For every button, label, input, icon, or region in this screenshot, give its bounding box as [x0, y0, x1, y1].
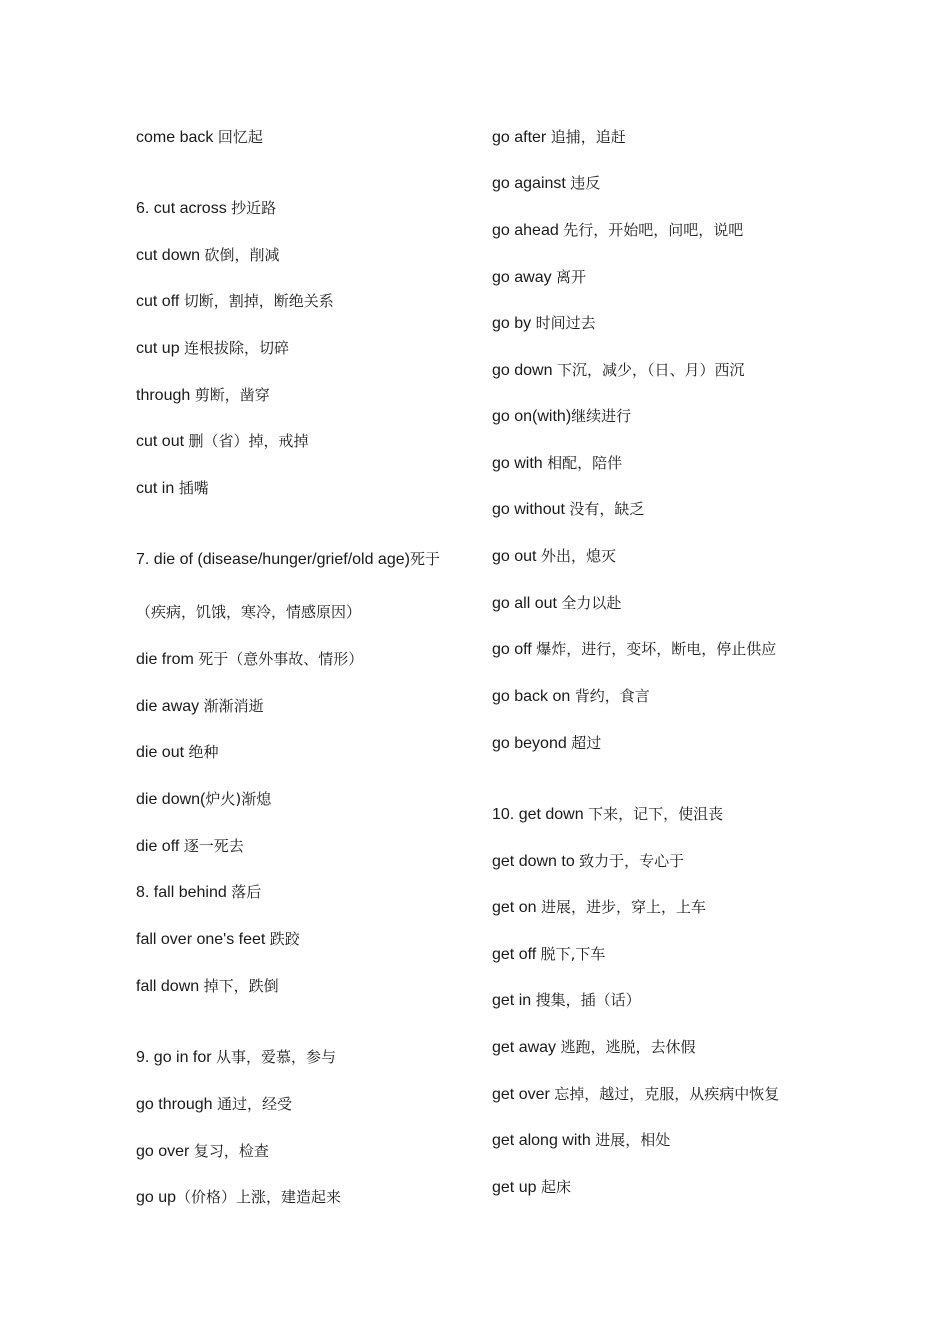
phrase-english: go over [136, 1143, 194, 1160]
phrase-entry [136, 1141, 269, 1162]
phrase-english: go off [492, 641, 537, 658]
phrase-entry [136, 696, 264, 717]
phrase-chinese: 抄近路 [231, 199, 277, 217]
phrase-entry [136, 291, 334, 312]
phrase-english: get away [492, 1039, 561, 1056]
phrase-entry [492, 313, 596, 334]
phrase-english: go up [136, 1189, 177, 1206]
phrase-entry [492, 220, 743, 241]
phrase-entry [492, 546, 616, 567]
phrase-entry [492, 1130, 670, 1151]
phrase-entry [136, 976, 279, 997]
phrase-english: go all out [492, 595, 562, 612]
phrase-chinese: 背约，食言 [574, 687, 650, 705]
phrase-chinese: 全力以赴 [561, 594, 622, 612]
phrase-entry [492, 406, 631, 427]
phrase-chinese: 逃跑，逃脱，去休假 [560, 1038, 696, 1056]
phrase-english: cut down [136, 247, 205, 264]
phrase-chinese: 进展，相处 [595, 1131, 671, 1149]
phrase-entry [492, 267, 586, 288]
phrase-entry [136, 338, 289, 359]
phrase-english: 10. get down [492, 806, 589, 823]
phrase-english: die away [136, 698, 204, 715]
phrase-english: 7. die of (disease/hunger/grief/old age) [136, 551, 410, 568]
phrase-chinese: （价格）上涨，建造起来 [176, 1188, 342, 1206]
phrase-entry [492, 1037, 696, 1058]
phrase-chinese: 砍倒，削减 [204, 246, 280, 264]
phrase-english: go with [492, 455, 548, 472]
phrase-english: die from [136, 651, 199, 668]
phrase-english: get down to [492, 853, 580, 870]
phrase-english: get up [492, 1179, 541, 1196]
phrase-english: cut out [136, 433, 189, 450]
phrase-chinese: 复习，检查 [193, 1142, 269, 1160]
phrase-entry [136, 1094, 292, 1115]
phrase-english: go through [136, 1096, 217, 1113]
phrase-chinese: 死于 [409, 550, 440, 568]
phrase-english: cut off [136, 293, 184, 310]
phrase-entry [136, 742, 219, 763]
phrase-entry [492, 639, 776, 660]
phrase-chinese: 搜集，插（话） [535, 991, 641, 1009]
phrase-chinese: 爆炸，进行，变坏，断电，停止供应 [536, 640, 777, 658]
phrase-english: get on [492, 899, 541, 916]
phrase-entry [136, 549, 440, 570]
phrase-chinese: 时间过去 [535, 314, 596, 332]
phrase-chinese: 致力于，专心于 [579, 852, 685, 870]
phrase-english: cut in [136, 480, 179, 497]
phrase-entry [136, 836, 244, 857]
phrase-chinese: 炉火)渐熄 [205, 790, 272, 808]
phrase-chinese: 忘掉，越过，克服，从疾病中恢复 [554, 1085, 780, 1103]
phrase-english: get off [492, 946, 541, 963]
phrase-chinese: 外出，熄灭 [540, 547, 616, 565]
phrase-entry [136, 649, 363, 670]
phrase-entry [136, 1187, 341, 1208]
phrase-chinese: 追捕，追赶 [550, 128, 626, 146]
phrase-english: fall down [136, 978, 204, 995]
right-column [492, 0, 912, 1344]
phrase-entry [492, 1177, 571, 1198]
phrase-english: go out [492, 548, 541, 565]
phrase-chinese: 渐渐消逝 [203, 697, 264, 715]
phrase-chinese: 继续进行 [571, 407, 632, 425]
phrase-entry [136, 385, 270, 406]
phrase-english: go on(with) [492, 408, 572, 425]
phrase-english: go down [492, 362, 557, 379]
phrase-chinese: 下来，记下，使沮丧 [588, 805, 724, 823]
phrase-entry [136, 198, 276, 219]
phrase-entry [492, 686, 650, 707]
phrase-entry [492, 499, 644, 520]
phrase-chinese: 离开 [556, 268, 587, 286]
phrase-english: 9. go in for [136, 1049, 217, 1066]
phrase-chinese: 插嘴 [178, 479, 209, 497]
phrase-english: come back [136, 129, 218, 146]
phrase-entry [136, 929, 300, 950]
phrase-chinese: 绝种 [188, 743, 219, 761]
phrase-english: through [136, 387, 195, 404]
phrase-chinese: 逐一死去 [183, 837, 244, 855]
phrase-entry [136, 127, 263, 148]
phrase-entry [492, 851, 684, 872]
phrase-english: get in [492, 992, 536, 1009]
phrase-entry [492, 897, 706, 918]
phrase-entry [492, 127, 626, 148]
phrase-english: go back on [492, 688, 575, 705]
phrase-chinese: 掉下，跌倒 [203, 977, 279, 995]
phrase-english: get along with [492, 1132, 596, 1149]
phrase-chinese: 切断，割掉，断绝关系 [183, 292, 334, 310]
phrase-chinese: 落后 [231, 883, 262, 901]
phrase-english: go against [492, 175, 571, 192]
phrase-english: go away [492, 269, 557, 286]
phrase-chinese: 没有，缺乏 [569, 500, 645, 518]
phrase-entry [136, 245, 280, 266]
phrase-english: 8. fall behind [136, 884, 232, 901]
phrase-english: die down( [136, 791, 206, 808]
phrase-chinese: 超过 [571, 734, 602, 752]
phrase-entry [492, 944, 605, 965]
phrase-chinese: 进展，进步，穿上，上车 [540, 898, 706, 916]
phrase-entry [492, 733, 601, 754]
phrase-entry [136, 882, 261, 903]
phrase-english: die off [136, 838, 184, 855]
phrase-chinese: 通过，经受 [216, 1095, 292, 1113]
phrase-entry [136, 602, 361, 623]
phrase-entry [492, 593, 621, 614]
phrase-entry [492, 453, 622, 474]
phrase-chinese: （疾病，饥饿，寒冷，情感原因） [136, 603, 362, 621]
phrase-chinese: 违反 [570, 174, 601, 192]
phrase-english: get over [492, 1086, 555, 1103]
phrase-chinese: 从事，爱慕，参与 [216, 1048, 337, 1066]
phrase-chinese: 先行，开始吧，问吧，说吧 [563, 221, 744, 239]
phrase-chinese: 跌跤 [269, 930, 300, 948]
phrase-english: go ahead [492, 222, 564, 239]
phrase-entry [492, 804, 723, 825]
phrase-chinese: 起床 [540, 1178, 571, 1196]
phrase-entry [136, 1047, 336, 1068]
phrase-english: go without [492, 501, 570, 518]
phrase-english: 6. cut across [136, 200, 232, 217]
phrase-entry [492, 990, 641, 1011]
phrase-entry [492, 1084, 779, 1105]
phrase-entry [136, 431, 309, 452]
phrase-chinese: 脱下,下车 [540, 945, 606, 963]
phrase-english: go beyond [492, 735, 572, 752]
phrase-chinese: 死于（意外事故、情形） [198, 650, 364, 668]
phrase-entry [136, 789, 271, 810]
phrase-entry [136, 478, 209, 499]
phrase-chinese: 连根拔除，切碎 [184, 339, 290, 357]
phrase-english: fall over one's feet [136, 931, 270, 948]
phrase-entry [492, 173, 600, 194]
phrase-chinese: 相配，陪伴 [547, 454, 623, 472]
phrase-chinese: 回忆起 [217, 128, 263, 146]
phrase-chinese: 删（省）掉，戒掉 [188, 432, 309, 450]
phrase-english: cut up [136, 340, 185, 357]
phrase-english: go after [492, 129, 551, 146]
phrase-chinese: 下沉，减少，（日、月）西沉 [556, 361, 745, 379]
phrase-english: die out [136, 744, 189, 761]
phrase-entry [492, 360, 744, 381]
phrase-chinese: 剪断，凿穿 [194, 386, 270, 404]
phrase-english: go by [492, 315, 536, 332]
